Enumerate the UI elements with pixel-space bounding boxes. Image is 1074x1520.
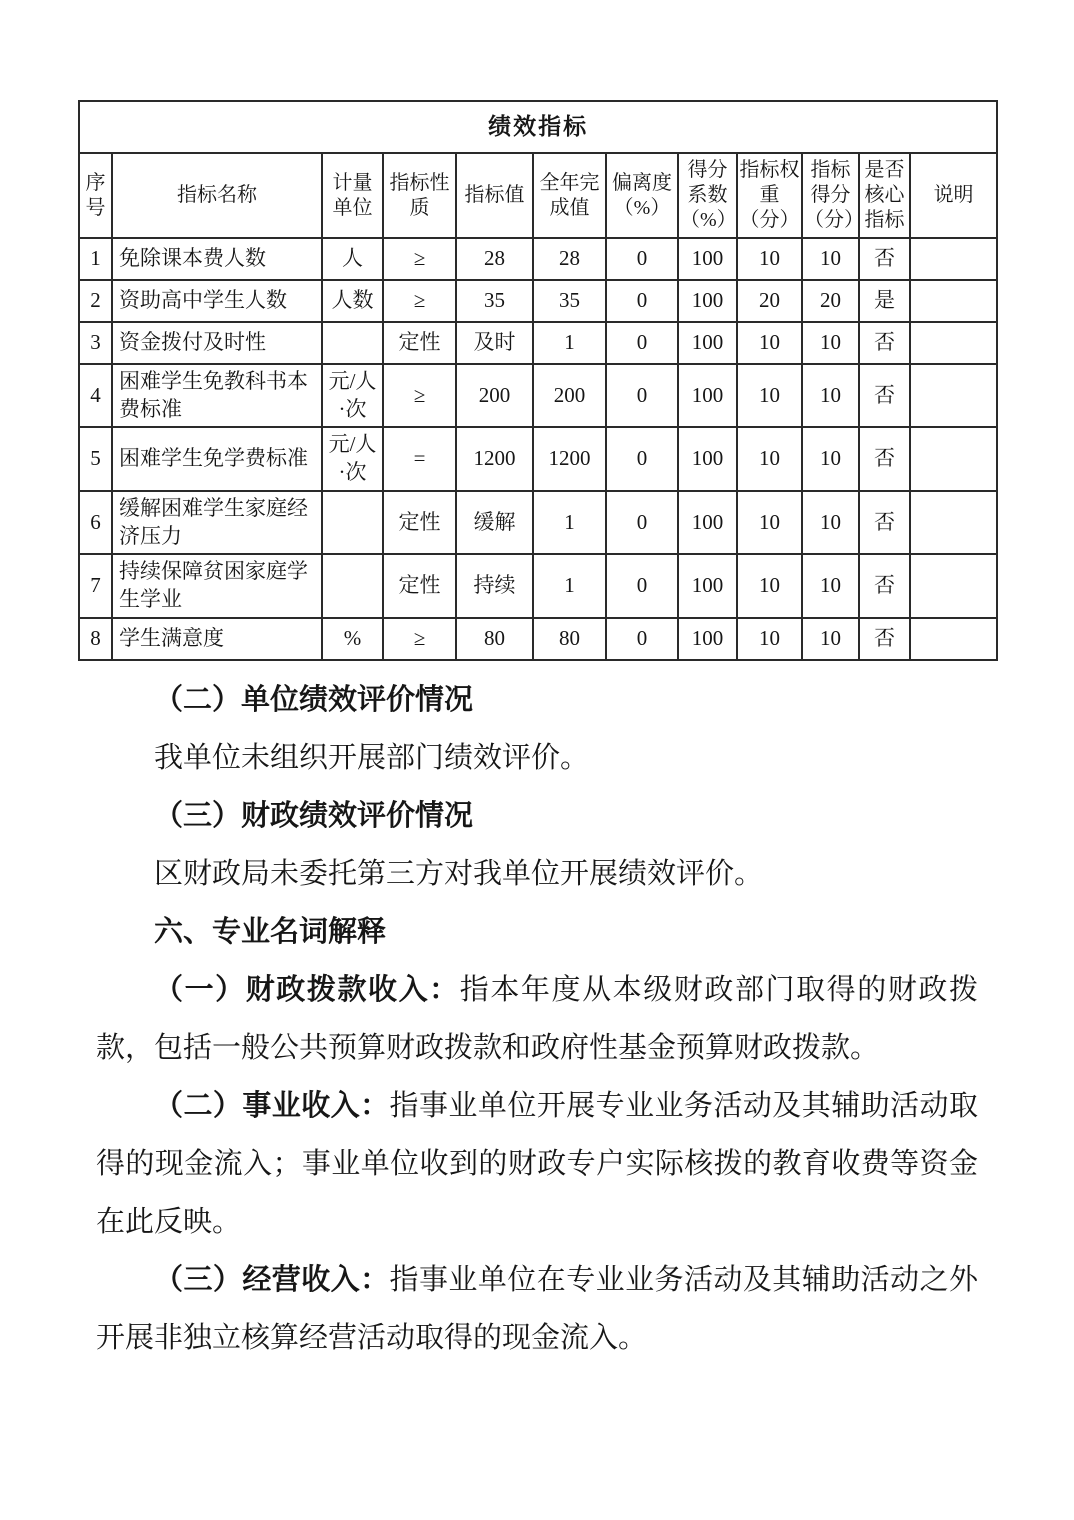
table-cell: 100 [678,322,737,364]
table-cell: 0 [606,618,678,660]
term-label: （二）事业收入： [154,1090,390,1122]
paragraph-unit-evaluation: 我单位未组织开展部门绩效评价。 [154,742,590,774]
table-cell: 35 [533,280,606,322]
table-cell: 8 [79,618,112,660]
table-cell: 100 [678,280,737,322]
table-cell: 定性 [383,491,456,554]
table-cell: 否 [859,618,910,660]
table-cell: 28 [456,238,533,280]
table-cell: 0 [606,554,678,617]
table-cell: ≥ [383,618,456,660]
header-cell: 计量单位 [322,153,383,238]
table-cell: 100 [678,364,737,427]
table-cell: ≥ [383,238,456,280]
table-cell [322,554,383,617]
table-cell: 定性 [383,554,456,617]
term-institutional-income: （二）事业收入：指事业单位开展专业业务活动及其辅助活动取得的现金流入；事业单位收到的财政专户实际核拨的教育收费等资金在此反映。 [96,1090,978,1238]
table-cell: 80 [456,618,533,660]
table-cell: 10 [802,364,859,427]
table-cell: 200 [533,364,606,427]
header-cell: 说明 [910,153,997,238]
table-cell: 10 [737,554,802,617]
table-cell: 免除课本费人数 [112,238,322,280]
table-row [79,322,997,364]
table-cell: 100 [678,554,737,617]
table-cell: 10 [737,427,802,490]
table-cell [910,491,997,554]
table-cell: 否 [859,238,910,280]
table-cell [910,238,997,280]
table-cell [910,618,997,660]
table-cell: ≥ [383,280,456,322]
table-title-row [79,101,997,153]
table-cell: % [322,618,383,660]
table-cell: 10 [737,364,802,427]
table-cell: 0 [606,427,678,490]
table-body [79,238,997,660]
table-cell [910,364,997,427]
table-cell: 10 [802,238,859,280]
table-cell: 100 [678,491,737,554]
table-cell: 7 [79,554,112,617]
table-cell: 10 [737,491,802,554]
table-cell: 0 [606,491,678,554]
table-cell: 10 [802,554,859,617]
term-label: （三）经营收入： [154,1264,390,1296]
term-operating-income: （三）经营收入：指事业单位在专业业务活动及其辅助活动之外开展非独立核算经营活动取得的现金流入。 [96,1264,978,1354]
table-cell: 学生满意度 [112,618,322,660]
table-row [79,618,997,660]
table-cell: 100 [678,238,737,280]
term-label: （一）财政拨款收入： [154,974,460,1006]
table-cell: 定性 [383,322,456,364]
header-cell: 得分系数（%） [678,153,737,238]
table-cell: 5 [79,427,112,490]
table-cell [322,491,383,554]
table-cell: 3 [79,322,112,364]
table-header-row [79,153,997,238]
table-cell: 80 [533,618,606,660]
table-cell: 持续保障贫困家庭学生学业 [112,554,322,617]
table-cell [910,280,997,322]
table-cell: 元/人·次 [322,427,383,490]
table-cell: 10 [802,427,859,490]
header-cell: 指标权重（分） [737,153,802,238]
table-cell: 0 [606,280,678,322]
table-cell [910,322,997,364]
table-cell [322,322,383,364]
table-cell: 20 [737,280,802,322]
table-cell: 否 [859,364,910,427]
table-cell: 否 [859,427,910,490]
header-cell: 指标得分（分） [802,153,859,238]
table-cell: 否 [859,491,910,554]
table-cell: 元/人·次 [322,364,383,427]
table-cell: 20 [802,280,859,322]
table-cell: 资金拨付及时性 [112,322,322,364]
table-cell: 否 [859,554,910,617]
header-cell: 是否核心指标 [859,153,910,238]
performance-indicators-table [78,100,998,661]
header-cell: 全年完成值 [533,153,606,238]
table-cell: 否 [859,322,910,364]
section-heading-unit-evaluation: （二）单位绩效评价情况 [154,684,474,716]
table-cell: 1200 [533,427,606,490]
table-cell: 及时 [456,322,533,364]
table-cell: 28 [533,238,606,280]
header-cell: 序号 [79,153,112,238]
table-cell: 1 [533,491,606,554]
table-row [79,364,997,427]
table-cell [910,554,997,617]
table-cell: 200 [456,364,533,427]
table-cell: 困难学生免学费标准 [112,427,322,490]
table-cell: 1 [79,238,112,280]
table-cell: 0 [606,364,678,427]
header-cell: 偏离度（%） [606,153,678,238]
header-cell: 指标值 [456,153,533,238]
table-cell [910,427,997,490]
table-cell: 人 [322,238,383,280]
table-cell: 0 [606,322,678,364]
text-sections [96,671,978,1367]
table-cell: 1200 [456,427,533,490]
table-cell: = [383,427,456,490]
table-cell: 人数 [322,280,383,322]
table-cell: 10 [737,322,802,364]
table-row [79,491,997,554]
table-cell: 1 [533,554,606,617]
table-cell: 2 [79,280,112,322]
table-cell: 困难学生免教科书本费标准 [112,364,322,427]
table-cell: 10 [802,491,859,554]
table-cell: 10 [802,618,859,660]
section-heading-terminology: 六、专业名词解释 [154,916,387,948]
header-cell: 指标性质 [383,153,456,238]
table-row [79,280,997,322]
table-cell: 6 [79,491,112,554]
table-cell: 缓解困难学生家庭经济压力 [112,491,322,554]
table-cell: 0 [606,238,678,280]
term-fiscal-appropriation-income: （一）财政拨款收入：指本年度从本级财政部门取得的财政拨款，包括一般公共预算财政拨款和政府性基金预算财政拨款。 [96,974,978,1064]
table-cell: 是 [859,280,910,322]
table-cell: 1 [533,322,606,364]
table-cell: 持续 [456,554,533,617]
table-row [79,427,997,490]
table-cell: 资助高中学生人数 [112,280,322,322]
table-row [79,554,997,617]
table-cell: 4 [79,364,112,427]
table-cell: 100 [678,427,737,490]
table-cell: 缓解 [456,491,533,554]
table-row [79,238,997,280]
table-cell: 10 [802,322,859,364]
header-cell: 指标名称 [112,153,322,238]
table-cell: 35 [456,280,533,322]
section-heading-fiscal-evaluation: （三）财政绩效评价情况 [154,800,474,832]
paragraph-fiscal-evaluation: 区财政局未委托第三方对我单位开展绩效评价。 [154,858,764,890]
table-cell: 10 [737,238,802,280]
table-cell: ≥ [383,364,456,427]
table-cell: 100 [678,618,737,660]
table-title: 绩效指标 [79,101,997,153]
table-cell: 10 [737,618,802,660]
